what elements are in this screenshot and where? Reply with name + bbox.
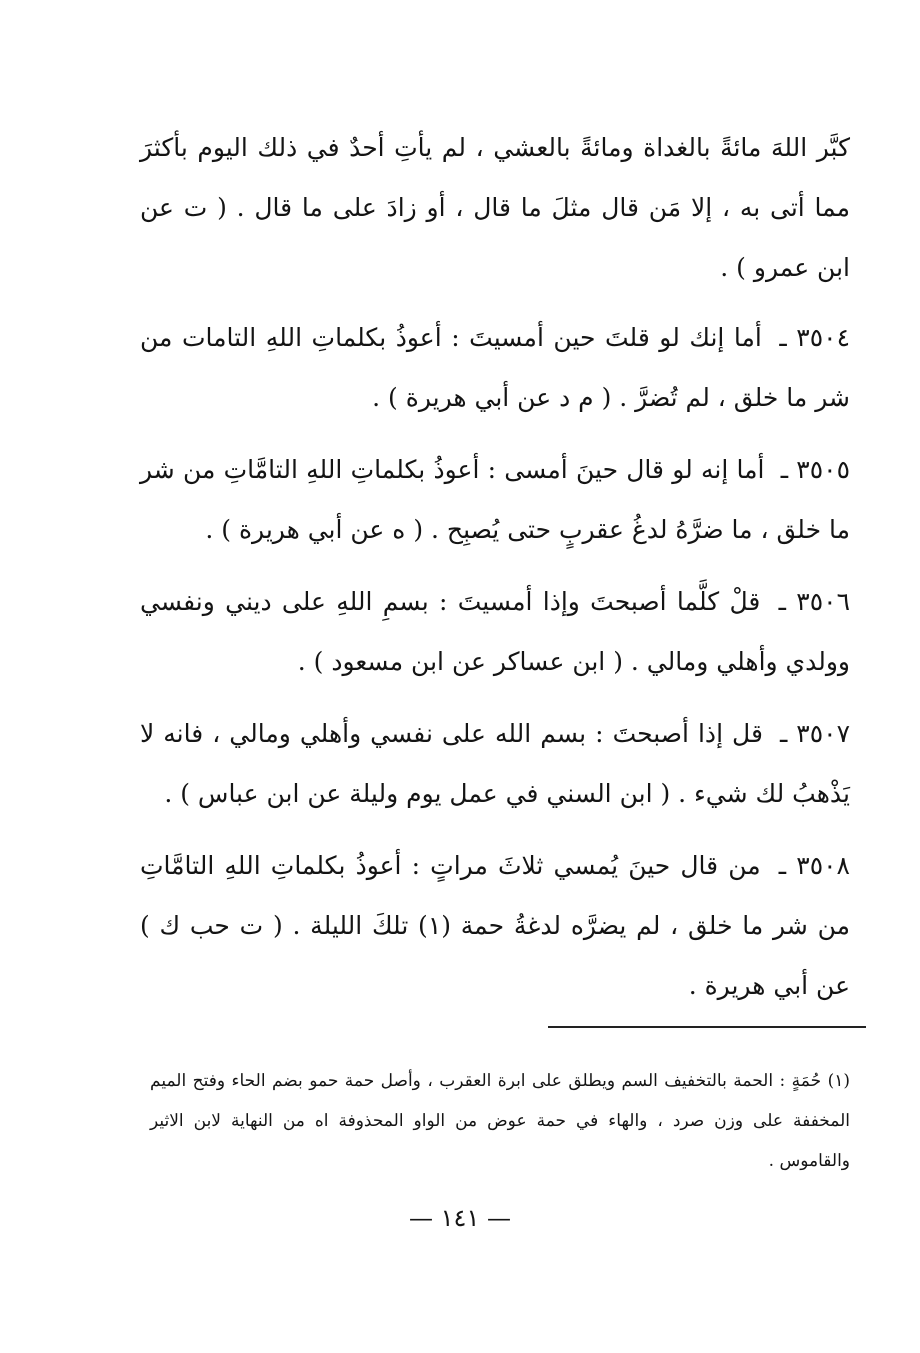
- hadith-text: قلْ كلَّما أصبحتَ وإذا أمسيتَ : بسمِ اللهِ على ديني ونفسي وولدي وأهلي ومالي . ( ابن عساكر عن ابن مسعود ) .: [140, 587, 850, 676]
- hadith-number: ٣٥٠٥ ـ: [780, 455, 850, 484]
- hadith-number: ٣٥٠٦ ـ: [778, 587, 850, 616]
- page-number: — ١٤١ —: [409, 1204, 511, 1232]
- hadith-number: ٣٥٠٧ ـ: [779, 719, 850, 748]
- hadith-text: قل إذا أصبحتَ : بسم الله على نفسي وأهلي ومالي ، فانه لا يَذْهبُ لك شيء . ( ابن السني في عمل يوم وليلة عن ابن عباس ) .: [140, 719, 850, 808]
- hadith-number: ٣٥٠٨ ـ: [778, 851, 850, 880]
- hadith-3508: [140, 836, 850, 1016]
- footnote: (١) حُمَةٍ : الحمة بالتخفيف السم ويطلق على ابرة العقرب ، وأصل حمة حمو بضم الحاء وفتح الميم المخففة على وزن صرد ، والهاء في حمة عوض من الواو المحذوفة اه من النهاية لابن الاثير والقاموس .: [150, 1071, 850, 1171]
- hadith-3504: [140, 308, 850, 428]
- hadith-text: أما إنك لو قلتَ حين أمسيتَ : أعوذُ بكلماتِ اللهِ التامات من شر ما خلق ، لم تُضرَّ . ( م د عن أبي هريرة ) .: [140, 323, 850, 412]
- hadith-3503-continuation: [140, 118, 850, 298]
- footnote-divider: [548, 1026, 866, 1028]
- hadith-text: أما إنه لو قال حينَ أمسى : أعوذُ بكلماتِ اللهِ التامَّاتِ من شر ما خلق ، ما ضرَّهُ لدغُ عقربٍ حتى يُصبِح . ( ه عن أبي هريرة ) .: [140, 455, 850, 544]
- hadith-3505: [140, 440, 850, 560]
- hadith-3506: [140, 572, 850, 692]
- hadith-text: كبَّر اللهَ مائةً بالغداة ومائةً بالعشي ، لم يأتِ أحدٌ في ذلك اليوم بأكثرَ مما أتى به ، إلا مَن قال مثلَ ما قال ، أو زادَ على ما قال . ( ت عن ابن عمرو ) .: [140, 133, 850, 282]
- main-text: [140, 118, 850, 1028]
- hadith-3507: [140, 704, 850, 824]
- hadith-number: ٣٥٠٤ ـ: [779, 323, 850, 352]
- hadith-text: من قال حينَ يُمسي ثلاثَ مراتٍ : أعوذُ بكلماتِ اللهِ التامَّاتِ من شر ما خلق ، لم يضرَّه لدغةُ حمة (١) تلكَ الليلة . ( ت حب ك ) عن أبي هريرة .: [140, 851, 850, 1000]
